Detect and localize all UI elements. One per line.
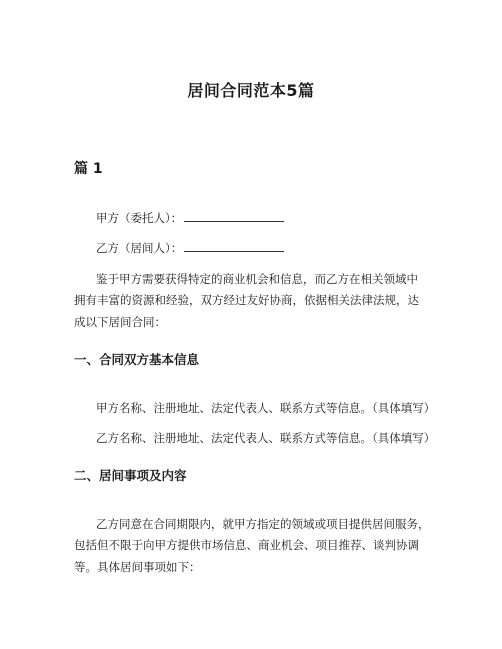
section-2-line-3: 等。具体居间事项如下： [74, 560, 201, 574]
intro-line-3: 成以下居间合同： [74, 315, 166, 329]
party-a-label: 甲方（委托人）： [96, 211, 183, 225]
party-a-line [96, 210, 284, 226]
intro-line-1: 鉴于甲方需要获得特定的商业机会和信息，而乙方在相关领域中 [96, 272, 418, 286]
document-title: 居间合同范本5篇 [187, 81, 315, 100]
intro-line-2: 拥有丰富的资源和经验，双方经过友好协商，依据相关法律法规，达 [74, 293, 419, 307]
party-a-blank [184, 210, 284, 222]
section-1-line-1: 甲方名称、注册地址、法定代表人、联系方式等信息。（具体填写） [96, 401, 436, 415]
section-2-line-1: 乙方同意在合同期限内，就甲方指定的领域或项目提供居间服务， [96, 517, 430, 531]
part-heading: 篇 1 [74, 161, 103, 177]
party-b-line [96, 240, 284, 256]
section-1-line-2: 乙方名称、注册地址、法定代表人、联系方式等信息。（具体填写） [96, 431, 436, 445]
party-b-blank [184, 240, 284, 252]
party-b-label: 乙方（居间人）： [96, 241, 183, 255]
section-2-heading: 二、居间事项及内容 [74, 468, 187, 483]
section-2-line-2: 包括但不限于向甲方提供市场信息、商业机会、项目推荐、谈判协调 [74, 538, 419, 552]
section-1-heading: 一、合同双方基本信息 [74, 352, 200, 367]
